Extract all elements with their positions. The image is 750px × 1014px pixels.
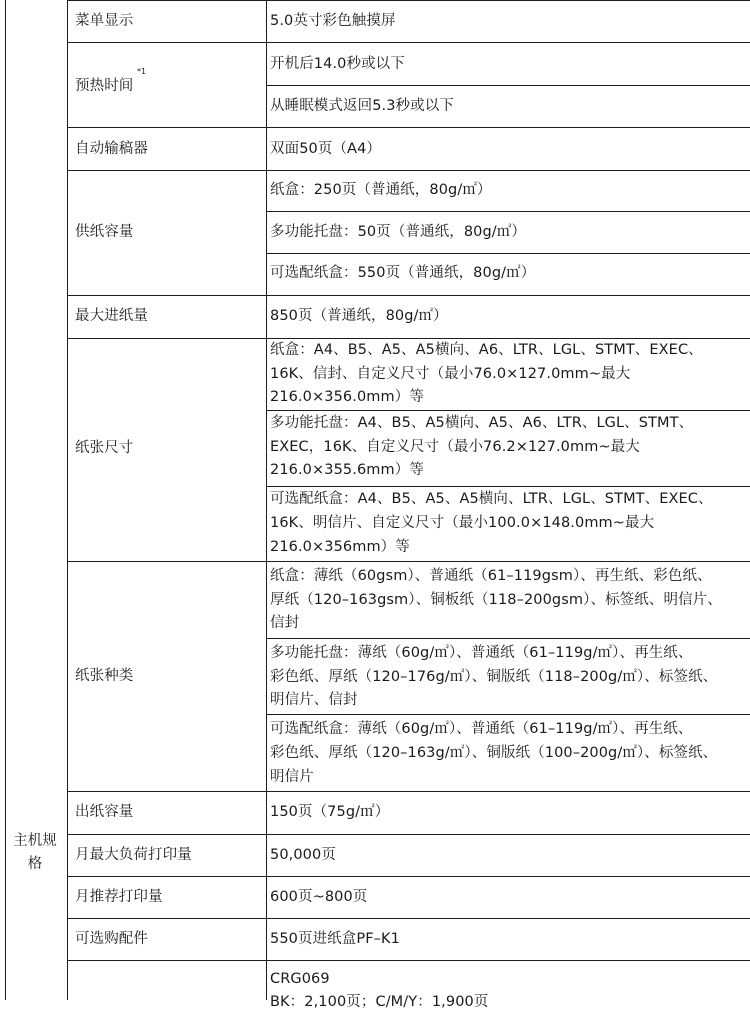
row-value-line: 16K、明信片、自定义尺寸（最小100.0×148.0mm~最大 [270, 515, 655, 531]
row-value-line: 明信片、信封 [270, 692, 358, 708]
table-border-col1 [67, 0, 68, 1000]
row-value-line: 明信片 [270, 769, 314, 785]
row-label: 预热时间 [75, 78, 134, 94]
row-label: 月最大负荷打印量 [75, 847, 192, 863]
row-divider [67, 42, 750, 43]
row-divider [67, 960, 750, 961]
row-value-line: 彩色纸、厚纸（120–176g/㎡）、铜版纸（118–200g/㎡）、标签纸、 [270, 669, 718, 685]
table-border-left [5, 0, 6, 1000]
row-value-line: 纸盒：薄纸（60gsm）、普通纸（61–119gsm）、再生纸、彩色纸、 [270, 568, 712, 584]
row-value-line: 纸盒：A4、B5、A5、A5横向、A6、LTR、LGL、STMT、EXEC、 [270, 342, 703, 358]
row-value-line: 厚纸（120–163gsm）、铜板纸（118–200gsm）、标签纸、明信片、 [270, 592, 722, 608]
row-value: 600页~800页 [270, 889, 368, 905]
row-value-line: 信封 [270, 615, 300, 631]
row-value-line: 216.0×356mm）等 [270, 539, 410, 555]
row-value: 550页进纸盒PF–K1 [270, 931, 400, 947]
row-value-line: 多功能托盘：A4、B5、A5横向、A5、A6、LTR、LGL、STMT、 [270, 415, 694, 431]
subrow-divider [266, 638, 750, 639]
row-label: 可选购配件 [75, 931, 148, 947]
row-label: 菜单显示 [75, 13, 134, 29]
row-value-line: 216.0×356.0mm）等 [270, 389, 424, 405]
row-label: 纸张种类 [75, 668, 134, 684]
row-divider [67, 918, 750, 919]
table-border-col2 [266, 0, 267, 1000]
subrow-divider [266, 211, 750, 212]
row-value: 5.0英寸彩色触摸屏 [270, 13, 396, 29]
row-value: 开机后14.0秒或以下 [270, 56, 405, 72]
row-value: 可选配纸盒：550页（普通纸，80g/㎡） [270, 265, 536, 281]
row-value: 50,000页 [270, 847, 336, 863]
category-label: 主机规格 [13, 833, 57, 872]
row-value-line: 216.0×355.6mm）等 [270, 462, 424, 478]
row-value-line: EXEC，16K、自定义尺寸（最小76.2×127.0mm~最大 [270, 439, 640, 455]
row-value: 150页（75g/㎡） [270, 804, 390, 820]
row-divider [67, 876, 750, 877]
subrow-divider [266, 253, 750, 254]
row-label: 月推荐打印量 [75, 889, 163, 905]
row-divider [67, 170, 750, 171]
row-value: 双面50页（A4） [270, 141, 381, 157]
row-value-line: 多功能托盘：薄纸（60g/㎡）、普通纸（61–119g/㎡）、再生纸、 [270, 645, 693, 661]
row-label: 最大进纸量 [75, 308, 148, 324]
row-divider [67, 0, 750, 1]
row-divider [67, 127, 750, 128]
row-value: 从睡眠模式返回5.3秒或以下 [270, 98, 454, 114]
row-label: 出纸容量 [75, 804, 134, 820]
row-divider [67, 561, 750, 562]
row-value-line: 16K、信封、自定义尺寸（最小76.0×127.0mm~最大 [270, 366, 631, 382]
row-label: 自动输稿器 [75, 141, 148, 157]
row-divider [67, 834, 750, 835]
row-value: 850页（普通纸，80g/㎡） [270, 308, 448, 324]
row-value: CRG069 [270, 971, 330, 987]
row-value: 纸盒：250页（普通纸，80g/㎡） [270, 182, 492, 198]
subrow-divider [266, 714, 750, 715]
row-value-line: 可选配纸盒：A4、B5、A5、A5横向、LTR、LGL、STMT、EXEC、 [270, 491, 713, 507]
row-label: 供纸容量 [75, 224, 134, 240]
row-value-line: 彩色纸、厚纸（120–163g/㎡）、铜版纸（100–200g/㎡）、标签纸、 [270, 745, 718, 761]
subrow-divider [266, 85, 750, 86]
footnote-marker: *1 [137, 67, 147, 76]
row-divider [67, 791, 750, 792]
row-label: 纸张尺寸 [75, 440, 134, 456]
row-divider [67, 295, 750, 296]
row-value: BK：2,100页；C/M/Y：1,900页 [270, 994, 489, 1010]
row-value-line: 可选配纸盒：薄纸（60g/㎡）、普通纸（61–119g/㎡）、再生纸、 [270, 721, 693, 737]
row-value: 多功能托盘：50页（普通纸，80g/㎡） [270, 224, 526, 240]
